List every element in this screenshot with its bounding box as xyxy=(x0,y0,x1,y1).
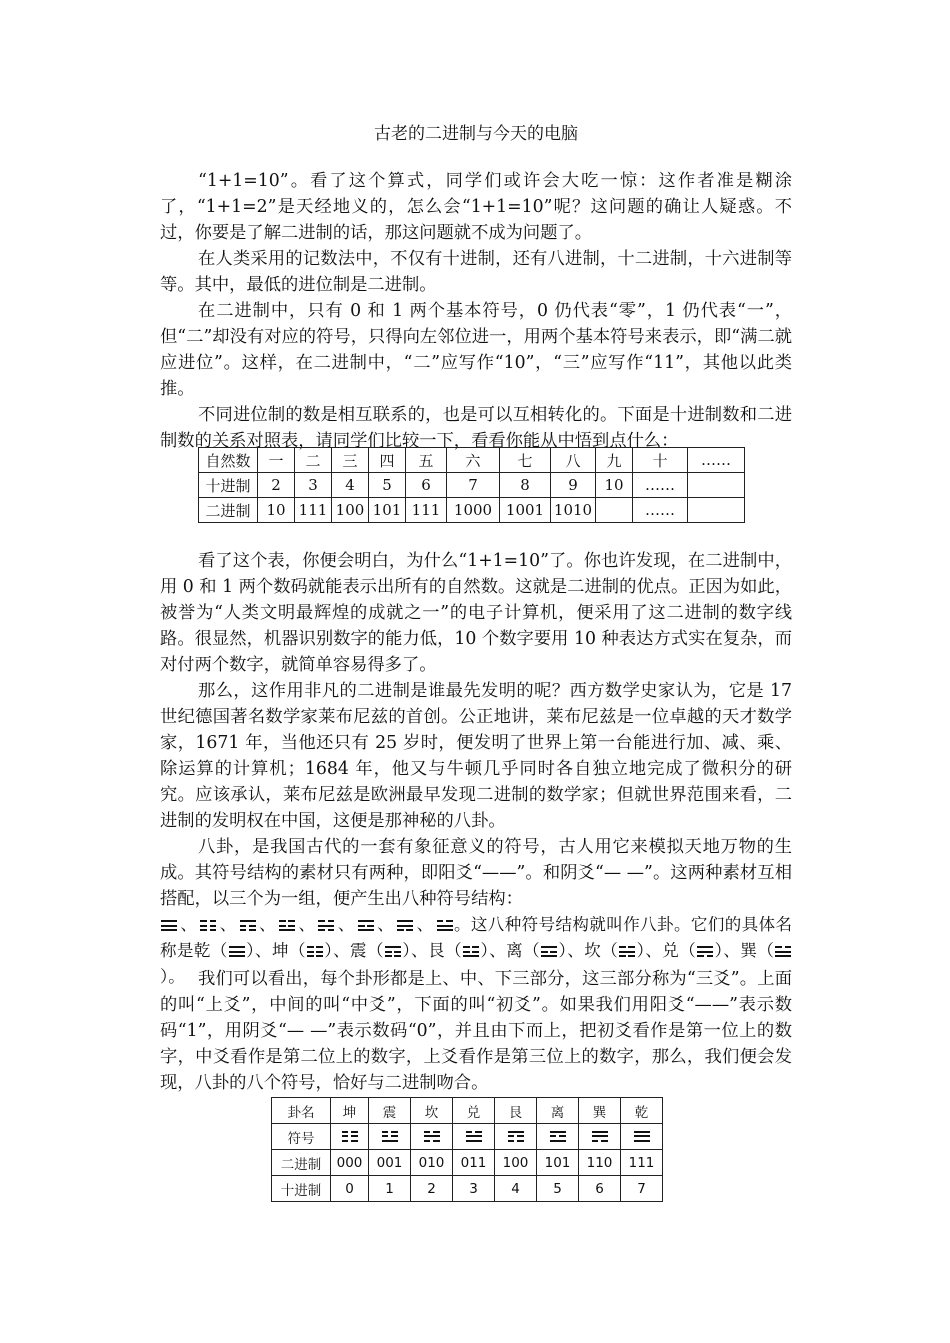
symbol-cell xyxy=(411,1124,453,1150)
table-cell: 九 xyxy=(596,448,633,473)
trigram-icon xyxy=(200,920,216,931)
table-cell: 四 xyxy=(369,448,406,473)
separator: 、 xyxy=(376,915,395,934)
symbol-cell xyxy=(453,1124,495,1150)
table-cell: 5 xyxy=(369,473,406,498)
row-header-cell: 符号 xyxy=(272,1124,331,1150)
table-cell: 9 xyxy=(551,473,596,498)
section-conclusion xyxy=(160,966,792,1096)
separator: 、 xyxy=(416,915,434,934)
table-cell: 离 xyxy=(537,1098,579,1124)
trigram-icon xyxy=(279,920,295,931)
table-cell: 4 xyxy=(332,473,369,498)
table-cell: 1 xyxy=(369,1176,411,1202)
table-cell: 100 xyxy=(332,498,369,523)
震-trigram-icon xyxy=(382,1131,398,1142)
巽-trigram-icon xyxy=(775,946,791,957)
paragraph: 我们可以看出，每个卦形都是上、中、下三部分，这三部分称为“三爻”。上面的叫“上爻”，中间的叫“中爻”，下面的叫“初爻”。如果我们用阳爻“——”表示数码“1”，用阴爻“— —”表示数码“0”，并且由下而上，把初爻看作是第一位上的数字，中爻看作是第二位上的数字，上爻看作是第三位上的数字，那么，我们便会发现，八卦的八个符号，恰好与二进制吻合。 xyxy=(160,969,792,1093)
section-intro xyxy=(160,168,792,454)
paren-close: ） xyxy=(636,941,646,960)
乾-trigram-icon xyxy=(229,946,245,957)
symbol-cell xyxy=(579,1124,621,1150)
trigram-name: 、离 xyxy=(489,941,524,960)
table-cell: 010 xyxy=(411,1150,453,1176)
page-title: 古老的二进制与今天的电脑 xyxy=(374,124,578,144)
paren-open: （ xyxy=(445,941,463,960)
table-cell: 7 xyxy=(621,1176,663,1202)
paren-close: ） xyxy=(714,941,724,960)
paren-open: （ xyxy=(523,941,541,960)
decimal-binary-table xyxy=(198,447,745,523)
paragraph: 那么，这作用非凡的二进制是谁最先发明的呢？西方数学史家认为，它是 17 世纪德国著名数学家莱布尼兹的首创。公正地讲，莱布尼兹是一位卓越的天才数学家，1671 年，当他还只有 25 岁时，便发明了世界上第一台能进行加、减、乘、除运算的计算机；1684 年，他又与牛顿几乎同时各自独立地完成了微积分的研究。应该承认，莱布尼兹是欧洲最早发现二进制的数学家；但就世界范围来看，二进制的发明权在中国，这便是那神秘的八卦。 xyxy=(160,681,792,831)
trigram-icon xyxy=(397,920,413,931)
table-row xyxy=(199,498,745,523)
table-cell: 6 xyxy=(406,473,447,498)
section-history xyxy=(160,548,792,990)
table-cell: 十 xyxy=(633,448,688,473)
table-cell: 1000 xyxy=(447,498,500,523)
paren-close: ） xyxy=(401,941,412,960)
symbol-cell xyxy=(621,1124,663,1150)
table-cell: 101 xyxy=(537,1150,579,1176)
row-header-cell: 二进制 xyxy=(199,498,258,523)
table-row xyxy=(272,1124,663,1150)
symbol-cell xyxy=(331,1124,369,1150)
paragraph: 八卦，是我国古代的一套有象征意义的符号，古人用它来模拟天地万物的生成。其符号结构的素材只有两种，即阳爻“——”。和阴爻“— —”。这两种素材互相搭配，以三个为一组，便产生出八种符号结构： xyxy=(160,837,792,909)
paragraph: 看了这个表，你便会明白，为什么“1+1=10”了。你也许发现，在二进制中，用 0 和 1 两个数码就能表示出所有的自然数。这就是二进制的优点。正因为如此，被誉为“人类文明最辉煌的成就之一”的电子计算机，便采用了这二进制的数字线路。很显然，机器识别数字的能力低，10 个数字要用 10 种表达方式实在复杂，而对付两个数字，就简单容易得多了。 xyxy=(160,551,792,675)
row-header-cell: 二进制 xyxy=(272,1150,331,1176)
trigram-name: 、坎 xyxy=(567,941,602,960)
table-row xyxy=(199,473,745,498)
table-cell: 2 xyxy=(411,1176,453,1202)
table-cell: 巽 xyxy=(579,1098,621,1124)
paragraph: 不同进位制的数是相互联系的，也是可以互相转化的。下面是十进制数和二进制数的关系对照表，请同学们比较一下，看看你能从中悟到点什么： xyxy=(160,405,792,451)
table-cell: 6 xyxy=(579,1176,621,1202)
table-cell: 10 xyxy=(596,473,633,498)
trigram-icon xyxy=(318,920,334,931)
离-trigram-icon xyxy=(550,1131,566,1142)
table-cell: 坤 xyxy=(331,1098,369,1124)
separator: 、 xyxy=(219,915,237,934)
trigram-icon xyxy=(240,920,256,931)
trigram-icon xyxy=(437,920,453,931)
paren-open: （ xyxy=(757,941,775,960)
table-cell: 8 xyxy=(500,473,551,498)
paren-open: （ xyxy=(601,941,619,960)
table-cell: 艮 xyxy=(495,1098,537,1124)
separator: 、 xyxy=(258,915,277,934)
table-cell: 一 xyxy=(258,448,295,473)
trigram-name: 、震 xyxy=(333,941,367,960)
巽-trigram-icon xyxy=(592,1131,608,1142)
table-cell: 001 xyxy=(369,1150,411,1176)
table-cell: 7 xyxy=(447,473,500,498)
paren-open: （ xyxy=(367,941,384,960)
table-cell: 1010 xyxy=(551,498,596,523)
paren-close: ） xyxy=(245,941,256,960)
paren-close: ） xyxy=(323,941,334,960)
兑-trigram-icon xyxy=(697,946,713,957)
table-cell: 八 xyxy=(551,448,596,473)
兑-trigram-icon xyxy=(466,1131,482,1142)
table-cell xyxy=(688,473,745,498)
table-cell: …… xyxy=(633,498,688,523)
table-cell xyxy=(688,498,745,523)
table-row xyxy=(272,1150,663,1176)
bagua-names-text: 。这八种符号结构就叫作八卦。它们的具体名称是乾 xyxy=(160,915,793,960)
table-cell: 110 xyxy=(579,1150,621,1176)
table-row xyxy=(199,448,745,473)
table-cell: 二 xyxy=(295,448,332,473)
离-trigram-icon xyxy=(541,946,557,957)
table-cell: 10 xyxy=(258,498,295,523)
table-row xyxy=(272,1098,663,1124)
symbol-cell xyxy=(537,1124,579,1150)
period: 。 xyxy=(168,967,185,986)
table-cell: 五 xyxy=(406,448,447,473)
table-cell: 101 xyxy=(369,498,406,523)
trigram-icon xyxy=(358,920,374,931)
table-cell: …… xyxy=(633,473,688,498)
table-cell: 1001 xyxy=(500,498,551,523)
table-cell: 七 xyxy=(500,448,551,473)
坤-trigram-icon xyxy=(342,1131,358,1142)
paragraph: 在二进制中，只有 0 和 1 两个基本符号，0 仍代表“零”，1 仍代表“一”，但“二”却没有对应的符号，只得向左邻位进一，用两个基本符号来表示，即“满二就应进位”。这样，在二进制中，“二”应写作“10”，“三”应写作“11”，其他以此类推。 xyxy=(160,301,792,399)
table-cell: 5 xyxy=(537,1176,579,1202)
separator: 、 xyxy=(337,915,355,934)
table-cell: 3 xyxy=(453,1176,495,1202)
table-cell: 011 xyxy=(453,1150,495,1176)
paren-close: ） xyxy=(480,941,490,960)
table-cell: 3 xyxy=(295,473,332,498)
艮-trigram-icon xyxy=(508,1131,524,1142)
坤-trigram-icon xyxy=(307,946,323,957)
row-header-cell: 十进制 xyxy=(272,1176,331,1202)
table-cell: 三 xyxy=(332,448,369,473)
paragraph: 在人类采用的记数法中，不仅有十进制，还有八进制，十二进制，十六进制等等。其中，最低的进位制是二进制。 xyxy=(160,249,792,295)
table-cell: 六 xyxy=(447,448,500,473)
table-cell: 兑 xyxy=(453,1098,495,1124)
paren-close: ） xyxy=(558,941,568,960)
separator: 、 xyxy=(298,915,316,934)
table-cell: 111 xyxy=(621,1150,663,1176)
table-cell: 乾 xyxy=(621,1098,663,1124)
table-cell: 4 xyxy=(495,1176,537,1202)
separator: 、 xyxy=(180,915,198,934)
table-cell: 2 xyxy=(258,473,295,498)
paren-open: （ xyxy=(210,941,228,960)
table-cell: 坎 xyxy=(411,1098,453,1124)
table-cell xyxy=(596,498,633,523)
震-trigram-icon xyxy=(385,946,401,957)
symbol-cell xyxy=(495,1124,537,1150)
bagua-binary-table xyxy=(271,1097,663,1202)
paren-open: （ xyxy=(288,941,306,960)
table-cell: 111 xyxy=(406,498,447,523)
paren-open: （ xyxy=(679,941,697,960)
trigram-name: 、兑 xyxy=(645,941,680,960)
row-header-cell: 十进制 xyxy=(199,473,258,498)
trigram-name: 、巽 xyxy=(723,941,758,960)
table-cell: …… xyxy=(688,448,745,473)
trigram-name: 、坤 xyxy=(255,941,289,960)
table-row xyxy=(272,1176,663,1202)
艮-trigram-icon xyxy=(463,946,479,957)
row-header-cell: 卦名 xyxy=(272,1098,331,1124)
row-header-cell: 自然数 xyxy=(199,448,258,473)
symbol-cell xyxy=(369,1124,411,1150)
trigram-name: 、艮 xyxy=(411,941,446,960)
table-cell: 震 xyxy=(369,1098,411,1124)
table-cell: 111 xyxy=(295,498,332,523)
坎-trigram-icon xyxy=(424,1131,440,1142)
paragraph: “1+1=10”。看了这个算式，同学们或许会大吃一惊：这作者准是糊涂了，“1+1=2”是天经地义的，怎么会“1+1=10”呢？这问题的确让人疑惑。不过，你要是了解二进制的话，那这问题就不成为问题了。 xyxy=(160,171,792,243)
paren-close: ） xyxy=(160,967,169,986)
坎-trigram-icon xyxy=(619,946,635,957)
乾-trigram-icon xyxy=(634,1131,650,1142)
table-cell: 0 xyxy=(331,1176,369,1202)
trigram-icon xyxy=(161,920,177,931)
table-cell: 000 xyxy=(331,1150,369,1176)
table-cell: 100 xyxy=(495,1150,537,1176)
